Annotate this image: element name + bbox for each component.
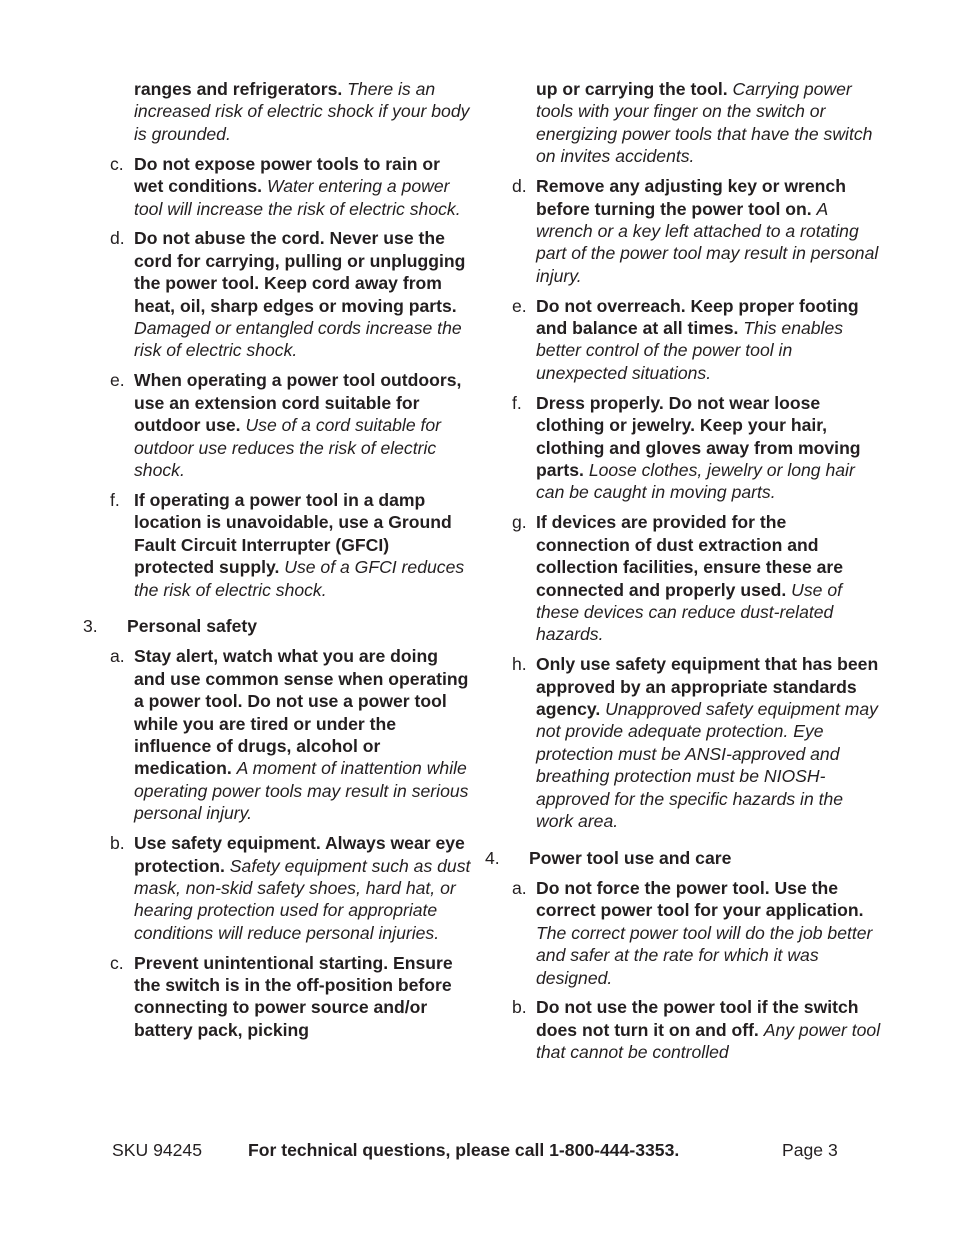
item-label: g. bbox=[512, 512, 527, 533]
item-italic-text: Damaged or entangled cords increase the risk of electric shock. bbox=[134, 318, 462, 361]
item-bold-text: Use safety equipment. Always wear eye protection. bbox=[134, 833, 465, 876]
item-bold-text: Only use safety equipment that has been approved by an appropriate standards agency. bbox=[536, 654, 879, 720]
list-item bbox=[82, 227, 474, 361]
item-italic-text: Any power tool that cannot be controlled bbox=[536, 1019, 881, 1063]
item-bold-text: Do not expose power tools to rain or wet conditions. bbox=[134, 153, 440, 197]
item-label: b. bbox=[110, 833, 125, 854]
item-bold-text: Do not use the power tool if the switch does not turn it on and off. bbox=[536, 997, 859, 1040]
list-item bbox=[82, 952, 474, 1042]
item-label: e. bbox=[110, 370, 125, 391]
item-label: b. bbox=[512, 997, 527, 1018]
item-italic-text: Use of these devices can reduce dust-related hazards. bbox=[536, 579, 843, 645]
item-italic-text: Unapproved safety equipment may not provide adequate protection. Eye protection must be ANSI-approved and breathing protection must be NIOSH-approved for the specific hazards in the work area. bbox=[536, 699, 878, 832]
section-number: 3. bbox=[83, 615, 98, 636]
list-item bbox=[82, 153, 474, 220]
item-label: f. bbox=[110, 489, 120, 510]
item-italic-text: A moment of inattention while operating power tools may result in serious personal injury. bbox=[134, 758, 469, 824]
item-italic-text: Use of a cord suitable for outdoor use reduces the risk of electric shock. bbox=[134, 415, 442, 480]
item-bold-text: Do not abuse the cord. Never use the cord for carrying, pulling or unplugging the power tool. Keep cord away from heat, oil, sharp edges or moving parts. bbox=[134, 228, 466, 316]
item-italic-text: This enables better control of the power tool in unexpected situations. bbox=[536, 318, 844, 383]
list-item bbox=[484, 175, 884, 287]
section-heading bbox=[82, 615, 474, 637]
item-bold-text: Do not force the power tool. Use the correct power tool for your application. bbox=[536, 877, 864, 921]
page-footer bbox=[0, 1140, 954, 1164]
item-italic-text: Safety equipment such as dust mask, non-skid safety shoes, hard hat, or hearing protection used for appropriate conditions will reduce personal injuries. bbox=[134, 855, 471, 943]
list-item bbox=[82, 369, 474, 481]
item-label: a. bbox=[512, 877, 527, 898]
list-item bbox=[484, 996, 884, 1063]
list-item bbox=[484, 392, 884, 504]
section-number: 4. bbox=[485, 847, 500, 868]
list-item bbox=[484, 653, 884, 832]
list-item bbox=[484, 511, 884, 645]
list-item bbox=[484, 877, 884, 989]
section-title: Power tool use and care bbox=[529, 847, 732, 868]
sku-number: SKU 94245 bbox=[112, 1140, 202, 1160]
tech-support-text: For technical questions, please call 1-800-444-3353. bbox=[248, 1140, 680, 1160]
item-bold-text: Remove any adjusting key or wrench before turning the power tool on. bbox=[536, 176, 846, 219]
item-bold-text: up or carrying the tool. bbox=[536, 79, 728, 99]
item-bold-text: ranges and refrigerators. bbox=[134, 79, 343, 99]
right-column bbox=[484, 78, 884, 1071]
section-title: Personal safety bbox=[127, 615, 258, 636]
item-italic-text: The correct power tool will do the job better and safer at the rate for which it was designed. bbox=[536, 922, 873, 988]
list-item bbox=[82, 489, 474, 601]
item-bold-text: If devices are provided for the connection of dust extraction and collection facilities, ensure these are connected and properly used. bbox=[536, 512, 844, 600]
item-italic-text: Use of a GFCI reduces the risk of electric shock. bbox=[134, 557, 465, 600]
item-italic-text: There is an increased risk of electric shock if your body is grounded. bbox=[134, 79, 470, 144]
item-bold-text: When operating a power tool outdoors, use an extension cord suitable for outdoor use. bbox=[134, 370, 462, 436]
item-bold-text: Stay alert, watch what you are doing and use common sense when operating a power tool. Do not use a power tool while you are tired or under the influence of drugs, alcohol or medication. bbox=[134, 646, 469, 779]
item-bold-text: Dress properly. Do not wear loose clothing or jewelry. Keep your hair, clothing and gloves away from moving parts. bbox=[536, 392, 861, 480]
item-bold-text: Prevent unintentional starting. Ensure the switch is in the off-position before connecting to power source and/or battery pack, picking bbox=[134, 952, 453, 1040]
item-label: d. bbox=[110, 228, 125, 249]
item-label: e. bbox=[512, 295, 527, 316]
continued-item bbox=[82, 78, 474, 145]
list-item bbox=[82, 832, 474, 944]
page-number: Page 3 bbox=[782, 1140, 838, 1160]
item-label: a. bbox=[110, 646, 125, 667]
item-label: h. bbox=[512, 654, 527, 675]
left-column bbox=[82, 78, 474, 1049]
section-heading bbox=[484, 847, 884, 869]
continued-item bbox=[484, 78, 884, 168]
item-label: c. bbox=[110, 153, 124, 174]
item-bold-text: Do not overreach. Keep proper footing and balance at all times. bbox=[536, 295, 859, 339]
item-bold-text: If operating a power tool in a damp location is unavoidable, use a Ground Fault Circuit Interrupter (GFCI) protected supply. bbox=[134, 489, 452, 578]
item-label: f. bbox=[512, 392, 522, 413]
item-italic-text: Loose clothes, jewelry or long hair can be caught in moving parts. bbox=[536, 460, 855, 503]
list-item bbox=[484, 295, 884, 385]
item-italic-text: A wrench or a key left attached to a rotating part of the power tool may result in personal injury. bbox=[536, 198, 879, 286]
list-item bbox=[82, 645, 474, 824]
item-italic-text: Water entering a power tool will increase the risk of electric shock. bbox=[134, 176, 461, 219]
item-label: d. bbox=[512, 176, 527, 197]
item-label: c. bbox=[110, 952, 124, 973]
item-italic-text: Carrying power tools with your finger on the switch or energizing power tools that have the switch on invites accidents. bbox=[536, 79, 873, 167]
